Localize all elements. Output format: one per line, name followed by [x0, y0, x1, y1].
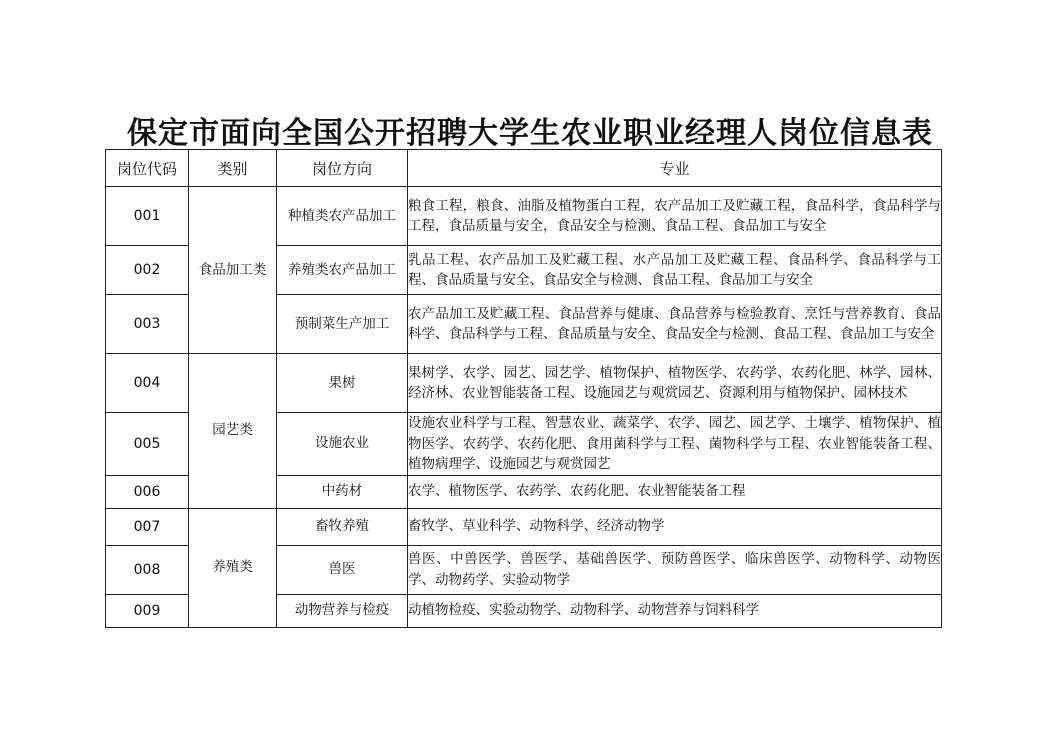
table-row — [106, 354, 942, 413]
page-title: 保定市面向全国公开招聘大学生农业职业经理人岗位信息表 — [127, 116, 933, 151]
row-major: 设施农业科学与工程、智慧农业、蔬菜学、农学、园艺、园艺学、土壤学、植物保护、植物医学、农药学、农药化肥、食用菌科学与工程、菌物科学与工程、农业智能装备工程、植物病理学、设施园艺与观赏园艺 — [408, 413, 942, 476]
category-cell: 养殖类 — [189, 508, 277, 627]
job-table — [105, 149, 942, 628]
row-code: 009 — [106, 594, 189, 627]
row-major: 粮食工程，粮食、油脂及植物蛋白工程，农产品加工及贮藏工程，食品科学，食品科学与工程，食品质量与安全，食品安全与检测、食品工程、食品加工与安全 — [408, 187, 942, 246]
row-direction: 预制菜生产加工 — [277, 295, 408, 354]
row-direction: 兽医 — [277, 545, 408, 594]
header-code: 岗位代码 — [106, 150, 189, 187]
row-direction: 畜牧养殖 — [277, 508, 408, 545]
header-category: 类别 — [189, 150, 277, 187]
category-cell: 园艺类 — [189, 354, 277, 509]
row-direction: 设施农业 — [277, 413, 408, 476]
row-major: 乳品工程、农产品加工及贮藏工程、水产品加工及贮藏工程、食品科学、食品科学与工程、食品质量与安全、食品安全与检测、食品工程、食品加工与安全 — [408, 246, 942, 295]
table-row — [106, 187, 942, 246]
row-major: 畜牧学、草业科学、动物科学、经济动物学 — [408, 508, 942, 545]
table-header-row — [106, 150, 942, 187]
row-code: 006 — [106, 475, 189, 508]
row-major: 农学、植物医学、农药学、农药化肥、农业智能装备工程 — [408, 475, 942, 508]
row-major: 农产品加工及贮藏工程、食品营养与健康、食品营养与检验教育、烹饪与营养教育、食品科学、食品科学与工程、食品质量与安全、食品安全与检测、食品工程、食品加工与安全 — [408, 295, 942, 354]
table-row — [106, 508, 942, 545]
row-code: 005 — [106, 413, 189, 476]
row-direction: 果树 — [277, 354, 408, 413]
row-major: 果树学、农学、园艺、园艺学、植物保护、植物医学、农药学、农药化肥、林学、园林、经济林、农业智能装备工程、设施园艺与观赏园艺、资源利用与植物保护、园林技术 — [408, 354, 942, 413]
row-major: 动植物检疫、实验动物学、动物科学、动物营养与饲料科学 — [408, 594, 942, 627]
row-code: 003 — [106, 295, 189, 354]
row-code: 007 — [106, 508, 189, 545]
header-direction: 岗位方向 — [277, 150, 408, 187]
row-code: 002 — [106, 246, 189, 295]
row-direction: 种植类农产品加工 — [277, 187, 408, 246]
row-direction: 养殖类农产品加工 — [277, 246, 408, 295]
header-major: 专业 — [408, 150, 942, 187]
category-cell: 食品加工类 — [189, 187, 277, 354]
row-code: 008 — [106, 545, 189, 594]
row-code: 004 — [106, 354, 189, 413]
row-major: 兽医、中兽医学、兽医学、基础兽医学、预防兽医学、临床兽医学、动物科学、动物医学、动物药学、实验动物学 — [408, 545, 942, 594]
row-direction: 中药材 — [277, 475, 408, 508]
row-direction: 动物营养与检疫 — [277, 594, 408, 627]
row-code: 001 — [106, 187, 189, 246]
